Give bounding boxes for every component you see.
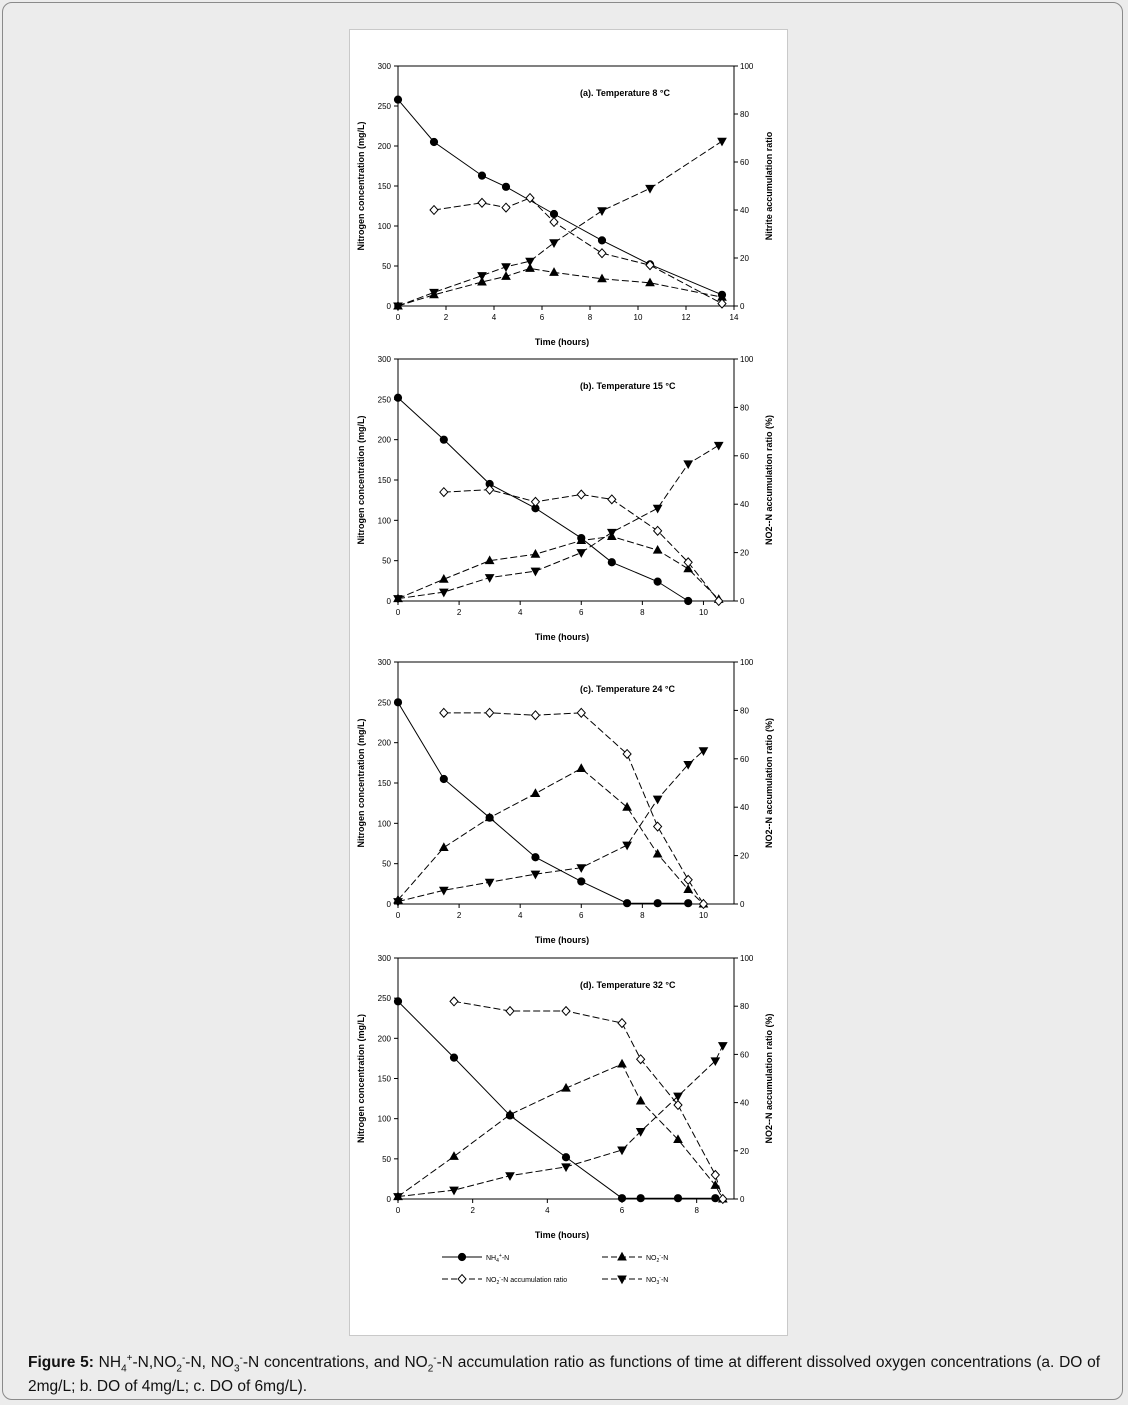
y-tick-label: 100: [377, 516, 391, 526]
legend-label-nh4: [486, 1253, 509, 1264]
x-tick-label: 2: [470, 1206, 475, 1215]
data-point-nh4: [685, 597, 692, 604]
figure-caption: [28, 1350, 1100, 1396]
series-line-ratio: [454, 1001, 723, 1199]
caption-sup-4: -: [433, 1353, 437, 1364]
data-point-nh4: [440, 436, 447, 443]
data-point-no2: [450, 1152, 458, 1159]
y2-axis-label: NO2--N accumulation ratio (%): [764, 717, 774, 849]
caption-text-5: -N accumulation ratio as functions of time at different dissolved oxygen concentrations (a. DO of 2mg/L; b. DO of 4mg/L; c. DO of 6mg/L).: [28, 1354, 1100, 1396]
data-point-no3: [550, 240, 558, 247]
data-point-ratio: [684, 875, 692, 884]
x-tick-label: 14: [729, 313, 739, 322]
series-line-ratio: [444, 713, 704, 904]
legend-label-ratio: [486, 1275, 567, 1286]
series-line-nh4: [398, 398, 688, 601]
data-point-no2: [618, 1060, 626, 1067]
data-point-no2: [623, 803, 631, 810]
data-point-nh4: [562, 1154, 569, 1161]
y-tick-label: 50: [382, 1154, 391, 1164]
x-tick-label: 12: [681, 313, 691, 322]
y-tick-label: 300: [377, 954, 391, 963]
x-tick-label: 8: [694, 1206, 699, 1215]
data-point-no3: [646, 185, 654, 192]
x-tick-label: 0: [395, 313, 401, 322]
data-point-nh4: [608, 559, 615, 566]
data-point-nh4: [637, 1195, 644, 1202]
plot-frame: [398, 958, 734, 1199]
y2-tick-label: 100: [740, 954, 754, 963]
x-tick-label: 10: [699, 608, 708, 617]
series-no2: [394, 264, 726, 309]
data-point-ratio: [440, 708, 448, 717]
y2-tick-label: 100: [740, 62, 754, 71]
data-point-nh4: [440, 775, 447, 782]
y2-tick-label: 60: [740, 1050, 749, 1060]
data-point-ratio: [506, 1007, 514, 1016]
legend-marker: [458, 1275, 466, 1284]
data-point-nh4: [623, 900, 630, 907]
y2-tick-label: 40: [740, 206, 749, 215]
figure-panel: [349, 29, 788, 1336]
y-axis-label: Nitrogen concentration (mg/L): [356, 1014, 366, 1143]
plot-frame: [398, 359, 734, 601]
series-line-nh4: [398, 100, 722, 295]
y2-axis-label: NO2--N accumulation ratio (%): [764, 1013, 774, 1144]
legend-marker: [618, 1276, 626, 1283]
legend-sub: 4: [496, 1258, 499, 1264]
data-point-no3: [562, 1164, 570, 1171]
series-nh4: [394, 394, 691, 604]
series-ratio: [440, 708, 708, 908]
data-point-ratio: [478, 198, 486, 207]
caption-sub-1: 4: [121, 1363, 127, 1375]
data-point-nh4: [654, 578, 661, 585]
legend-sub: 3: [656, 1280, 660, 1286]
data-point-no2: [654, 850, 662, 857]
y-tick-label: 300: [377, 62, 391, 71]
data-point-nh4: [618, 1195, 625, 1202]
data-point-no3: [719, 1043, 727, 1050]
series-ratio: [450, 997, 727, 1203]
data-point-no2: [440, 843, 448, 850]
x-axis-label: Time (hours): [534, 337, 590, 347]
data-point-ratio: [450, 997, 458, 1006]
series-line-ratio: [444, 490, 719, 601]
data-point-no2: [577, 764, 585, 771]
y-tick-label: 150: [377, 182, 391, 191]
y2-tick-label: 60: [740, 754, 749, 764]
chart-panel-4: [356, 954, 774, 1240]
data-point-ratio: [654, 822, 662, 831]
data-point-nh4: [712, 1195, 719, 1202]
data-point-nh4: [598, 237, 605, 244]
legend-text: -N accumulation ratio: [500, 1277, 568, 1284]
data-point-nh4: [394, 699, 401, 706]
x-tick-label: 10: [699, 911, 708, 920]
y-tick-label: 100: [377, 222, 391, 231]
data-point-nh4: [450, 1054, 457, 1061]
y-tick-label: 0: [386, 302, 391, 311]
x-tick-label: 0: [395, 608, 401, 617]
caption-label: Figure 5:: [28, 1354, 94, 1372]
x-tick-label: 6: [579, 911, 584, 920]
y2-tick-label: 0: [740, 597, 745, 606]
y-tick-label: 50: [382, 262, 391, 271]
caption-sub-3: 3: [233, 1363, 240, 1375]
plot-frame: [398, 66, 734, 306]
data-point-nh4: [578, 878, 585, 885]
data-point-ratio: [531, 497, 539, 506]
x-tick-label: 0: [395, 911, 401, 920]
series-nh4: [394, 998, 719, 1202]
y-tick-label: 0: [386, 1195, 391, 1204]
series-line-no2: [398, 1064, 723, 1199]
series-ratio: [430, 194, 726, 308]
y-tick-label: 0: [386, 597, 391, 606]
x-tick-label: 4: [545, 1206, 550, 1215]
y-tick-label: 250: [377, 395, 391, 405]
caption-text-2: -N,NO: [132, 1354, 177, 1372]
x-axis-label: Time (hours): [534, 935, 590, 945]
data-point-nh4: [430, 138, 437, 145]
legend-sub: 2: [656, 1258, 660, 1264]
data-point-no3: [718, 138, 726, 145]
y-axis-label: Nitrogen concentration (mg/L): [356, 718, 366, 848]
chart-panel-2: [356, 355, 774, 642]
data-point-no3: [531, 871, 539, 878]
data-point-ratio: [608, 495, 616, 504]
chart-panel-1: [356, 62, 774, 347]
y2-tick-label: 80: [740, 403, 749, 413]
data-point-no3: [654, 505, 662, 512]
x-axis-label: Time (hours): [534, 1230, 590, 1240]
y2-tick-label: 80: [740, 110, 749, 119]
data-point-no2: [654, 546, 662, 553]
data-point-no2: [637, 1097, 645, 1104]
y-tick-label: 150: [377, 476, 391, 485]
legend-item-no3: [602, 1275, 668, 1286]
y2-tick-label: 0: [740, 900, 745, 909]
x-tick-label: 6: [619, 1206, 625, 1215]
y-tick-label: 50: [382, 859, 391, 869]
series-line-no2: [398, 768, 703, 904]
data-point-ratio: [618, 1019, 626, 1028]
x-tick-label: 8: [587, 313, 593, 322]
y2-tick-label: 0: [740, 302, 745, 311]
y-tick-label: 150: [377, 779, 391, 788]
y-tick-label: 50: [382, 556, 391, 566]
data-point-ratio: [486, 708, 494, 717]
series-no3: [394, 138, 726, 310]
chart-title: (b). Temperature 15 °C: [580, 381, 676, 391]
y-tick-label: 150: [377, 1074, 391, 1084]
caption-sup-1: +: [126, 1353, 133, 1364]
legend-item-ratio: [442, 1275, 567, 1286]
series-nh4: [394, 96, 725, 298]
legend-text: NH: [486, 1255, 497, 1262]
data-point-nh4: [654, 900, 661, 907]
y2-tick-label: 60: [740, 158, 749, 167]
chart-title: (c). Temperature 24 °C: [580, 684, 675, 694]
data-point-no3: [715, 442, 723, 449]
caption-sup-3: -: [239, 1353, 243, 1364]
y-tick-label: 100: [377, 1114, 391, 1124]
y2-tick-label: 40: [740, 803, 749, 813]
data-point-no2: [562, 1084, 570, 1091]
legend-text: -N: [660, 1277, 669, 1284]
x-tick-label: 2: [443, 313, 449, 322]
legend-label-no2: [646, 1253, 668, 1264]
y-tick-label: 250: [377, 994, 391, 1004]
legend-sup: +: [498, 1253, 502, 1259]
legend-item-no2: [602, 1253, 668, 1264]
series-line-nh4: [398, 702, 688, 903]
x-tick-label: 8: [640, 911, 645, 920]
data-point-nh4: [550, 210, 557, 217]
series-line-ratio: [434, 198, 722, 304]
legend-text: -N: [501, 1255, 510, 1262]
data-point-nh4: [502, 183, 509, 190]
legend-marker: [458, 1253, 465, 1260]
data-point-no3: [577, 550, 585, 557]
y2-tick-label: 40: [740, 1098, 749, 1108]
data-point-no3: [684, 461, 692, 468]
y-tick-label: 250: [377, 698, 391, 708]
series-line-no3: [398, 141, 722, 306]
y2-tick-label: 40: [740, 500, 749, 510]
figure-frame: [2, 2, 1123, 1400]
data-point-ratio: [562, 1007, 570, 1016]
y-tick-label: 200: [377, 142, 391, 151]
caption-sub-4: 2: [427, 1363, 434, 1375]
data-point-no2: [550, 268, 558, 275]
data-point-nh4: [674, 1195, 681, 1202]
legend-text: NO: [646, 1277, 657, 1284]
y-tick-label: 100: [377, 819, 391, 829]
x-tick-label: 4: [517, 608, 523, 617]
y-tick-label: 300: [377, 355, 391, 364]
y2-axis-label: NO2--N accumulation ratio (%): [764, 414, 774, 546]
y2-tick-label: 80: [740, 1002, 749, 1012]
y-tick-label: 200: [377, 1034, 391, 1044]
data-point-nh4: [478, 172, 485, 179]
legend-sup: -: [499, 1275, 501, 1281]
data-point-no3: [531, 568, 539, 575]
caption-sub-2: 2: [176, 1363, 182, 1375]
series-no3: [394, 1043, 727, 1201]
chart-title: (a). Temperature 8 °C: [580, 88, 670, 98]
x-tick-label: 2: [456, 911, 462, 920]
y2-tick-label: 20: [740, 548, 749, 558]
legend-sup: -: [659, 1275, 661, 1281]
legend-text: -N: [660, 1255, 669, 1262]
series-line-no3: [398, 445, 719, 598]
data-point-ratio: [502, 203, 510, 212]
legend-label-no3: [646, 1275, 668, 1286]
data-point-ratio: [598, 249, 606, 258]
y2-tick-label: 20: [740, 1146, 749, 1156]
y2-tick-label: 0: [740, 1195, 745, 1204]
y-tick-label: 200: [377, 738, 391, 748]
x-tick-label: 8: [640, 608, 645, 617]
y-axis-label: Nitrogen concentration (mg/L): [356, 121, 366, 251]
data-point-no2: [531, 789, 539, 796]
legend-sup: -: [659, 1253, 661, 1259]
x-tick-label: 4: [517, 911, 523, 920]
y-tick-label: 0: [386, 900, 391, 909]
data-point-no3: [608, 529, 616, 536]
x-tick-label: 2: [456, 608, 462, 617]
y2-tick-label: 60: [740, 451, 749, 461]
y2-tick-label: 80: [740, 706, 749, 716]
data-point-nh4: [394, 998, 401, 1005]
y2-tick-label: 100: [740, 658, 754, 667]
legend-item-nh4: [442, 1253, 509, 1264]
caption-text-4: -N concentrations, and NO: [242, 1354, 428, 1372]
legend-text: NO: [486, 1277, 497, 1284]
data-point-ratio: [430, 206, 438, 215]
data-point-ratio: [440, 488, 448, 497]
data-point-ratio: [550, 218, 558, 227]
x-tick-label: 6: [539, 313, 545, 322]
y2-tick-label: 20: [740, 851, 749, 861]
figure-charts: [350, 30, 789, 1337]
data-point-no3: [598, 208, 606, 215]
series-no2: [394, 1060, 727, 1202]
y2-tick-label: 20: [740, 254, 749, 263]
data-point-no3: [623, 842, 631, 849]
series-ratio: [440, 485, 723, 605]
x-axis-label: Time (hours): [534, 632, 590, 642]
legend-text: NO: [646, 1255, 657, 1262]
data-point-nh4: [532, 854, 539, 861]
chart-panel-3: [356, 658, 774, 945]
x-tick-label: 0: [395, 1206, 401, 1215]
data-point-ratio: [531, 711, 539, 720]
data-point-no2: [598, 275, 606, 282]
y2-axis-label: Nitrite accumulation ratio: [764, 131, 774, 241]
y-tick-label: 300: [377, 658, 391, 667]
y2-tick-label: 100: [740, 355, 754, 364]
caption-text-1: NH: [98, 1354, 122, 1372]
data-point-nh4: [685, 900, 692, 907]
legend-marker: [618, 1253, 626, 1260]
caption-text-3: -N, NO: [185, 1354, 234, 1372]
x-tick-label: 10: [633, 313, 643, 322]
legend: [442, 1253, 668, 1286]
y-tick-label: 200: [377, 435, 391, 445]
caption-sup-2: -: [181, 1353, 186, 1364]
data-point-ratio: [711, 1171, 719, 1180]
y-tick-label: 250: [377, 102, 391, 111]
x-tick-label: 6: [579, 608, 584, 617]
series-no2: [394, 764, 707, 907]
y-axis-label: Nitrogen concentration (mg/L): [356, 415, 366, 545]
data-point-ratio: [577, 490, 585, 499]
chart-title: (d). Temperature 32 °C: [580, 980, 676, 990]
data-point-no3: [654, 796, 662, 803]
series-line-no3: [398, 1046, 723, 1197]
data-point-nh4: [394, 96, 401, 103]
x-tick-label: 4: [491, 313, 497, 322]
data-point-no2: [531, 550, 539, 557]
data-point-nh4: [394, 394, 401, 401]
legend-sub: 2: [496, 1280, 500, 1286]
